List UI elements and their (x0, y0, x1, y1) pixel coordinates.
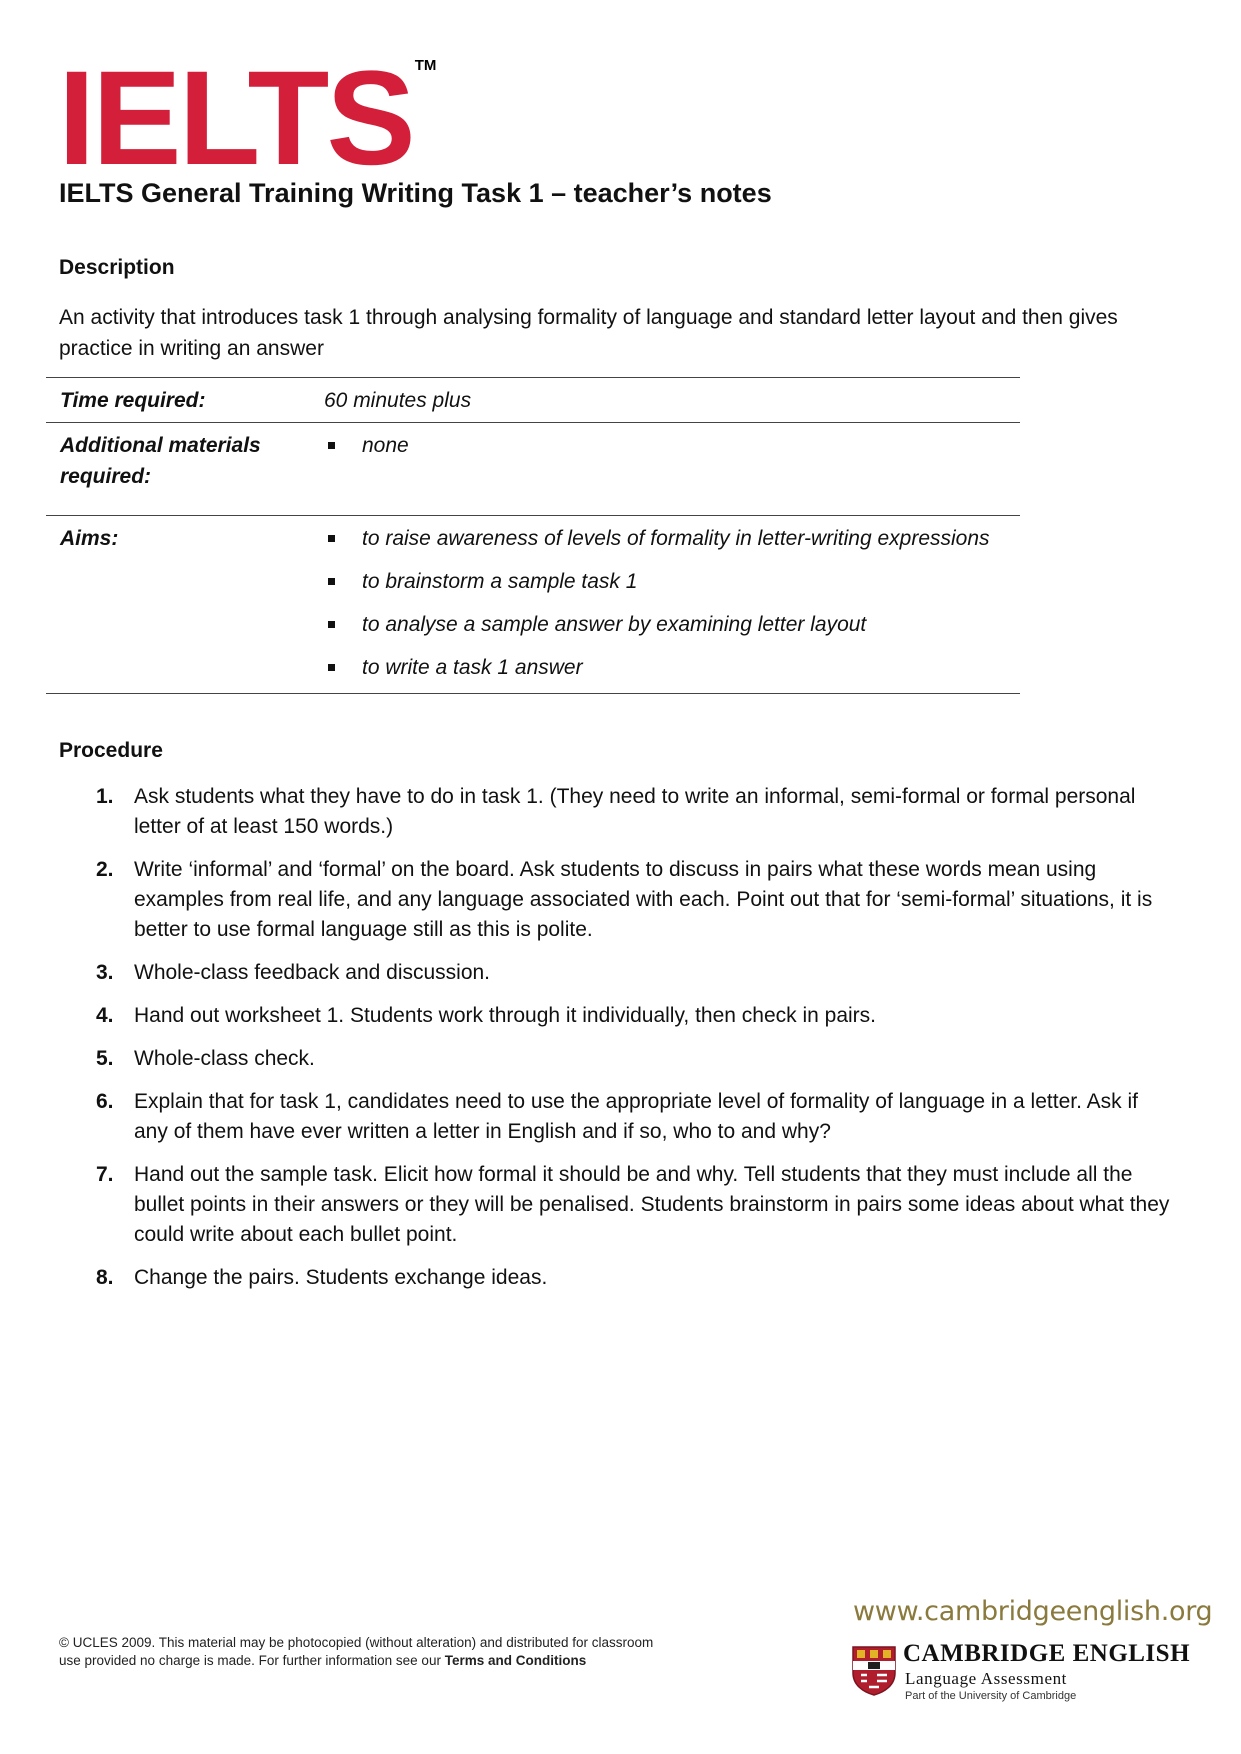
procedure-step (96, 1001, 1176, 1031)
step-text: Explain that for task 1, candidates need to use the appropriate level of formality of language in a letter. Ask if any of them have ever written a letter in English and if so, who to and why? (134, 1090, 1138, 1143)
step-number: 8. (96, 1266, 114, 1289)
bullet-square-icon (328, 664, 335, 671)
list-item: none (324, 430, 1020, 461)
ielts-logo (58, 44, 437, 193)
procedure-step (96, 782, 1176, 842)
description-heading: Description (59, 256, 175, 279)
bullet-square-icon (328, 442, 335, 449)
list-item: to write a task 1 answer (324, 652, 1020, 683)
procedure-step (96, 1044, 1176, 1074)
bullet-square-icon (328, 578, 335, 585)
procedure-heading: Procedure (59, 739, 163, 762)
list-item: to raise awareness of levels of formality in letter-writing expressions (324, 523, 1020, 554)
time-label: Time required: (46, 378, 302, 423)
step-number: 1. (96, 785, 114, 808)
step-number: 5. (96, 1047, 114, 1070)
procedure-step (96, 1087, 1176, 1147)
step-number: 2. (96, 858, 114, 881)
procedure-step (96, 958, 1176, 988)
bullet-square-icon (328, 621, 335, 628)
step-text: Write ‘informal’ and ‘formal’ on the board. Ask students to discuss in pairs what these words mean using examples from real life, and any language associated with each. Point out that for ‘semi-formal’ situations, it is better to use formal language still as this is polite. (134, 858, 1153, 941)
procedure-list (96, 782, 1176, 1306)
step-text: Hand out worksheet 1. Students work through it individually, then check in pairs. (134, 1004, 877, 1027)
bullet-square-icon (328, 535, 335, 542)
page-title: IELTS General Training Writing Task 1 – teacher’s notes (59, 178, 772, 208)
list-item: to analyse a sample answer by examining letter layout (324, 609, 1020, 640)
materials-row (46, 423, 1020, 516)
university-affiliation: Part of the University of Cambridge (905, 1690, 1077, 1702)
copyright-line-1: © UCLES 2009. This material may be photocopied (without alteration) and distributed for classroom (59, 1635, 654, 1650)
list-item: to brainstorm a sample task 1 (324, 566, 1020, 597)
language-assessment-subtitle: Language Assessment (905, 1669, 1068, 1688)
terms-link[interactable]: Terms and Conditions (444, 1653, 587, 1668)
time-value: 60 minutes plus (302, 378, 1020, 423)
step-text: Whole-class feedback and discussion. (134, 961, 491, 984)
ielts-logo-text: IELTS (58, 44, 413, 193)
copyright-line-2: use provided no charge is made. For further information see our (59, 1653, 445, 1668)
step-number: 6. (96, 1090, 114, 1113)
materials-list (324, 430, 1020, 461)
aims-row (46, 516, 1020, 694)
step-number: 7. (96, 1163, 114, 1186)
copyright-notice (59, 1634, 739, 1670)
aims-list (324, 523, 1020, 683)
step-text: Whole-class check. (134, 1047, 315, 1070)
materials-label: Additional materials required: (46, 423, 302, 516)
step-text: Ask students what they have to do in task 1. (They need to write an informal, semi-formal or formal personal letter of at least 150 words.) (134, 785, 1136, 838)
cambridge-shield-icon (851, 1645, 897, 1697)
info-table (46, 377, 1020, 694)
aims-label: Aims: (46, 516, 302, 694)
step-text: Hand out the sample task. Elicit how formal it should be and why. Tell students that they must include all the bullet points in their answers or they will be penalised. Students brainstorm in pairs some ideas about what they could write about each bullet point. (134, 1163, 1170, 1246)
procedure-step (96, 1263, 1176, 1293)
step-text: Change the pairs. Students exchange ideas. (134, 1266, 548, 1289)
website-link[interactable]: www.cambridgeenglish.org (853, 1596, 1213, 1627)
cambridge-english-title: CAMBRIDGE ENGLISH (903, 1640, 1191, 1667)
description-text: An activity that introduces task 1 through analysing formality of language and standard letter layout and then gives practice in writing an answer (59, 306, 1118, 360)
step-number: 4. (96, 1004, 114, 1027)
step-number: 3. (96, 961, 114, 984)
procedure-step (96, 855, 1176, 945)
time-row (46, 378, 1020, 423)
trademark-mark: TM (414, 57, 437, 74)
procedure-step (96, 1160, 1176, 1250)
